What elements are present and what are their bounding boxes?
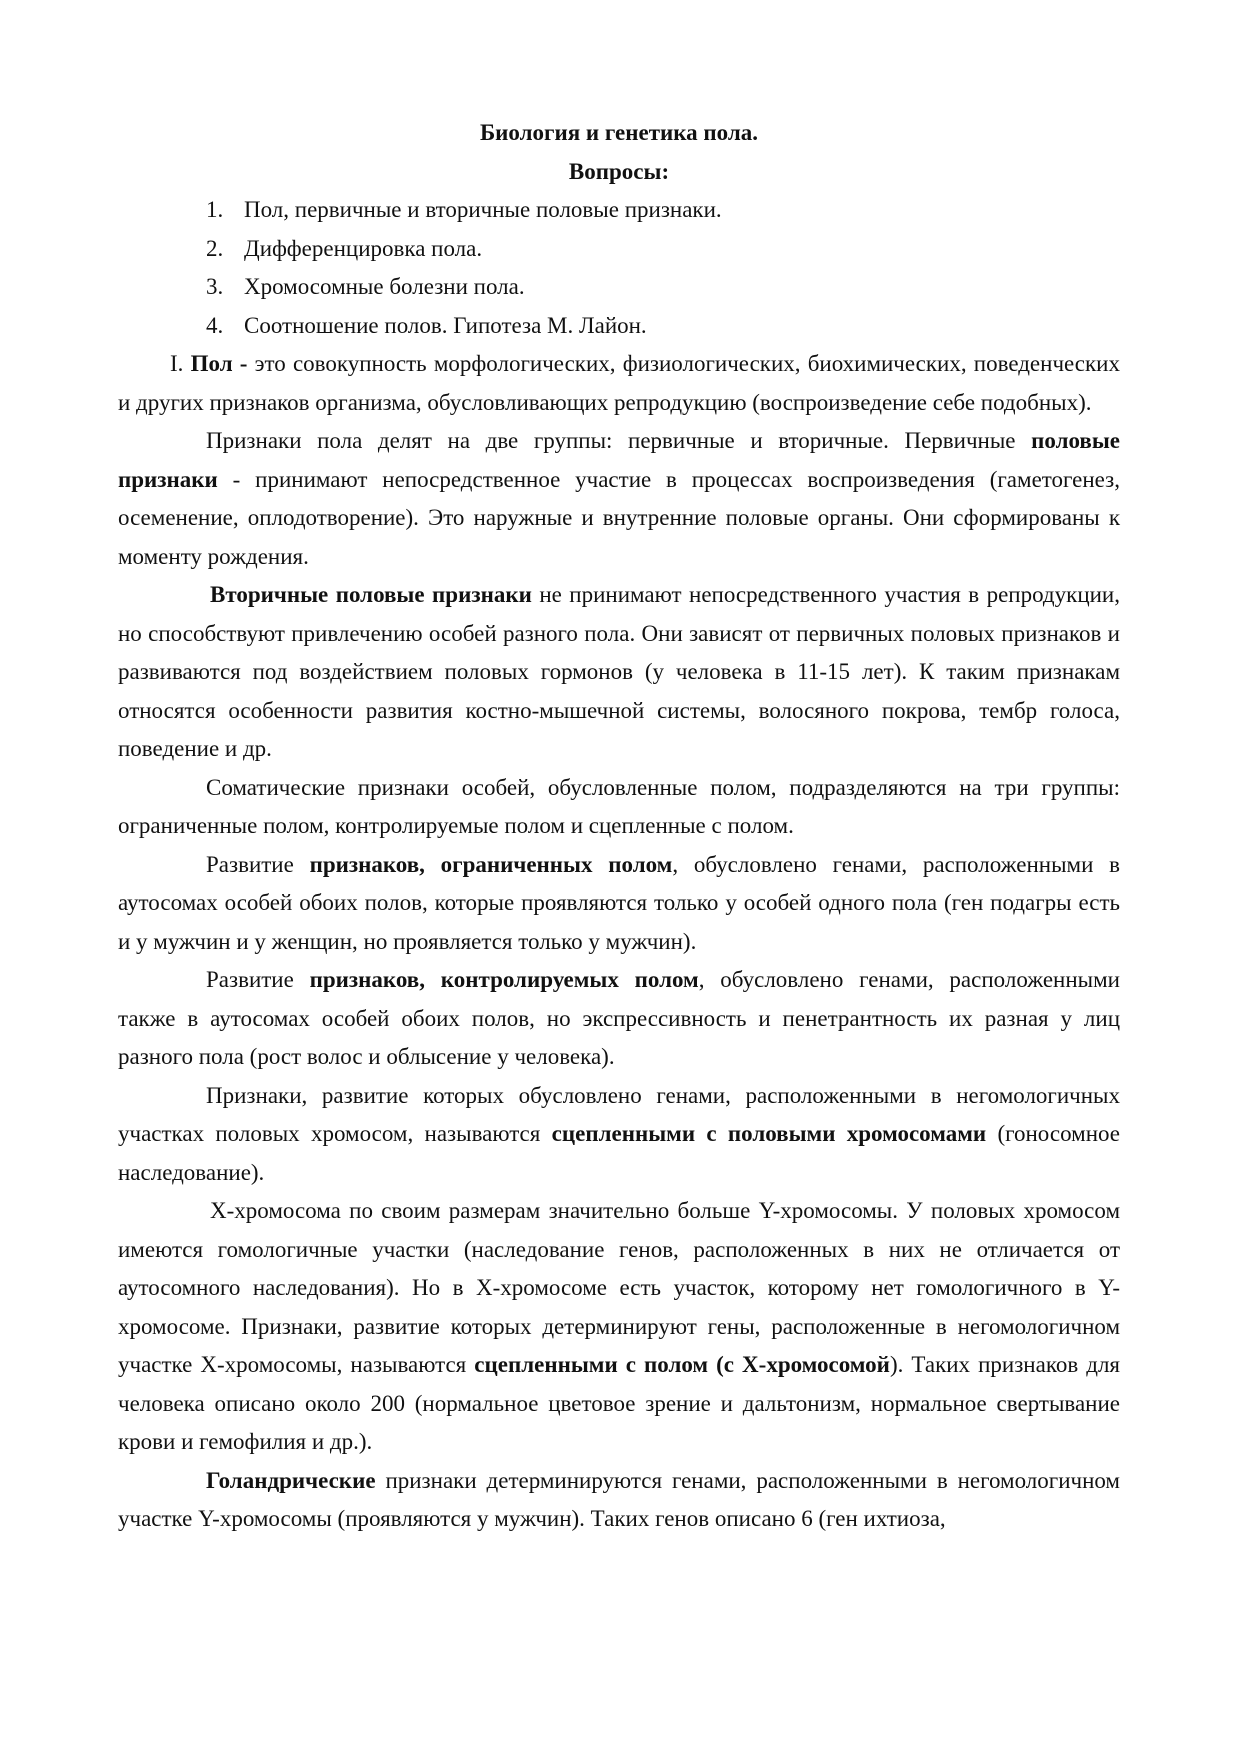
term-bold: признаков, ограниченных полом bbox=[309, 851, 673, 877]
list-item-number: 2. bbox=[206, 235, 224, 261]
term-bold: сцепленными с половыми хромосомами bbox=[551, 1121, 987, 1146]
paragraph-secondary-traits bbox=[118, 576, 1120, 769]
term-bold: сцепленными с полом (с X-хромосомой bbox=[474, 1352, 890, 1377]
term-bold: половые признаки bbox=[118, 428, 1120, 492]
paragraph-x-chromosome bbox=[118, 1192, 1120, 1462]
document-title: Биология и генетика пола. bbox=[479, 120, 759, 145]
paragraph-primary-traits bbox=[118, 422, 1120, 576]
list-item bbox=[118, 268, 1120, 307]
paragraph-text: признаки детерминируются генами, расположенными в негомологичном участке Y-хромосомы (проявляются у мужчин). Таких генов описано 6 (ген ихтиоза, bbox=[118, 1467, 1120, 1531]
term-bold: Пол - bbox=[190, 351, 248, 376]
paragraph-text: ). Таких признаков для человека описано около 200 (нормальное цветовое зрение и дальтонизм, нормальное свертывание крови и гемофилия и др.). bbox=[118, 1352, 1120, 1454]
list-item bbox=[118, 307, 1120, 346]
list-item-text: Хромосомные болезни пола. bbox=[244, 274, 525, 299]
paragraph-text: X-хромосома по своим размерам значительно больше Y-хромосомы. У половых хромосом имеются гомологичные участки (наследование генов, расположенных в них не отличается от аутосомного наследования). Но в X-хромосоме есть участок, которому нет гомологичного в Y-хромосоме. Признаки, развитие которых детерминируют гены, расположенные в негомологичном участке X-хромосомы, называются bbox=[118, 1198, 1120, 1377]
paragraph-sex-chromosome-linked bbox=[118, 1077, 1120, 1193]
paragraph-text: это совокупность морфологических, физиологических, биохимических, поведенческих и других признаков организма, обусловливающих репродукцию (воспроизведение себе подобных). bbox=[118, 351, 1120, 415]
questions-heading: Вопросы: bbox=[568, 158, 670, 184]
list-item-text: Соотношение полов. Гипотеза М. Лайон. bbox=[244, 312, 647, 338]
list-item bbox=[118, 230, 1120, 269]
term-bold: признаков, контролируемых полом bbox=[309, 967, 699, 992]
list-item-number: 4. bbox=[206, 312, 224, 338]
paragraph-sex-controlled bbox=[118, 961, 1120, 1077]
paragraph-text: Соматические признаки особей, обусловленные полом, подразделяются на три группы: ограниченные полом, контролируемые полом и сцепленные с полом. bbox=[118, 774, 1120, 838]
paragraph-holandric bbox=[118, 1462, 1120, 1539]
paragraph-text: I. bbox=[170, 351, 191, 376]
paragraph-text: - принимают непосредственное участие в процессах воспроизведения (гаметогенез, осеменение, оплодотворение). Это наружные и внутренние половые органы. Они сформированы к моменту рождения. bbox=[118, 466, 1120, 569]
paragraph-text: Признаки, развитие которых обусловлено генами, расположенными в негомологичных участках половых хромосом, называются bbox=[118, 1082, 1120, 1146]
list-item-number: 3. bbox=[206, 274, 224, 299]
list-item bbox=[118, 191, 1120, 230]
questions-list bbox=[118, 191, 1120, 345]
paragraph-text: , обусловлено генами, расположенными также в аутосомах особей обоих полов, но экспрессивность и пенетрантность их разная у лиц разного пола (рост волос и облысение у человека). bbox=[118, 967, 1120, 1069]
list-item-text: Пол, первичные и вторичные половые признаки. bbox=[244, 197, 722, 222]
paragraph-text: (гоносомное наследование). bbox=[118, 1121, 1120, 1185]
list-item-number: 1. bbox=[206, 197, 224, 222]
list-item-text: Дифференцировка пола. bbox=[244, 235, 483, 261]
paragraph-text: Признаки пола делят на две группы: первичные и вторичные. Первичные bbox=[206, 428, 1032, 453]
term-bold: Вторичные половые признаки bbox=[210, 582, 532, 607]
paragraph-sex-definition bbox=[118, 345, 1120, 422]
paragraph-text: не принимают непосредственного участия в репродукции, но способствуют привлечению особей разного пола. Они зависят от первичных половых признаков и развиваются под воздействием половых гормонов (у человека в 11-15 лет). К таким признакам относятся особенности развития костно-мышечной системы, волосяного покрова, тембр голоса, поведение и др. bbox=[118, 582, 1120, 761]
term-bold: Голандрические bbox=[206, 1467, 376, 1493]
paragraph-text: Развитие bbox=[206, 967, 310, 992]
document-content bbox=[118, 114, 1120, 1539]
paragraph-text: Развитие bbox=[206, 851, 310, 877]
paragraph-somatic-traits bbox=[118, 769, 1120, 846]
paragraph-text: , обусловлено генами, расположенными в аутосомах особей обоих полов, которые проявляются только у особей одного пола (ген подагры есть и у мужчин и у женщин, но проявляется только у мужчин). bbox=[118, 851, 1120, 954]
paragraph-sex-limited bbox=[118, 846, 1120, 962]
